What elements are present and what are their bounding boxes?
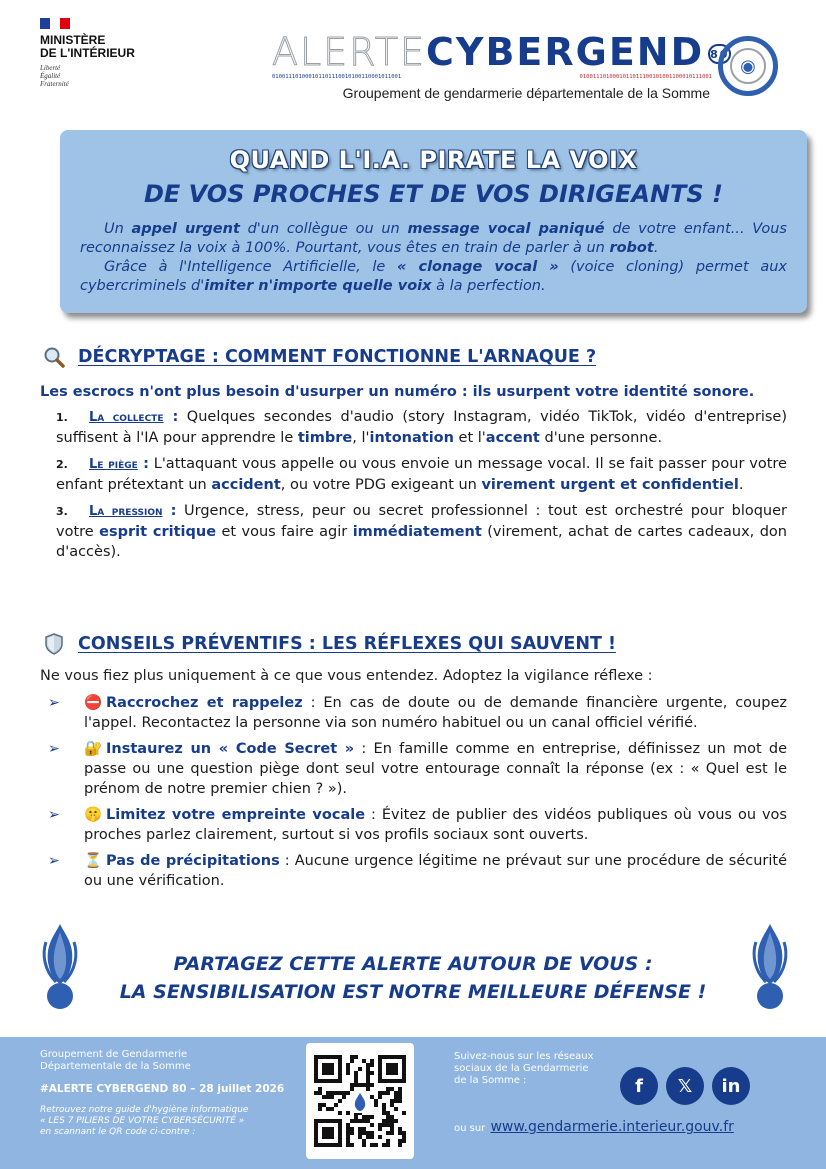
section-decryptage-lead: Les escrocs n'ont plus besoin d'usurper un numéro : ils usurpent votre identité sonore.	[40, 384, 755, 400]
footer-guide: Retrouvez notre guide d'hygiène informatique « LES 7 PILIERS DE VOTRE CYBERSÉCURITÉ » en scannant le QR code ci-contre :	[40, 1105, 249, 1137]
alert-banner	[60, 130, 807, 313]
logo-dark-word: CYBERGEND	[426, 30, 705, 74]
logo-light-word: ALERTE	[272, 30, 427, 74]
footer-site: ou sur www.gendarmerie.interieur.gouv.fr	[454, 1119, 734, 1135]
banner-subtitle: DE VOS PROCHES ET DE VOS DIRIGEANTS !	[143, 180, 724, 208]
section-conseils-title: CONSEILS PRÉVENTIFS : LES RÉFLEXES QUI SAUVENT !	[42, 632, 616, 656]
banner-paragraph: Un appel urgent d'un collègue ou un message vocal paniqué de votre enfant... Vous reconnaissez la voix à 100%. Pourtant, vous êtes en train de parler à un robot.	[80, 221, 787, 256]
banner-title: QUAND L'I.A. PIRATE LA VOIX	[229, 146, 638, 174]
no-entry-icon: ⛔	[84, 695, 103, 711]
logo-number: 80	[708, 44, 731, 64]
globe-shield-icon: ◉	[718, 36, 778, 96]
list-item: ➢ ⏳ Pas de précipitations : Aucune urgence légitime ne prévaut sur une procédure de sécurité ou une vérification.	[48, 853, 788, 889]
footer-hashtag: #ALERTE CYBERGEND 80 – 28 juillet 2026	[40, 1083, 285, 1095]
gendarmerie-website-link[interactable]: www.gendarmerie.interieur.gouv.fr	[490, 1119, 734, 1135]
list-item: ➢ ⛔ Raccrochez et rappelez : En cas de doute ou de demande financière urgente, coupez l'appel. Recontactez la personne via son numéro habituel ou un canal officiel vérifié.	[48, 695, 787, 731]
list-item: 1. La collecte : Quelques secondes d'audio (story Instagram, vidéo TikTok, vidéo d'entreprise) suffisent à l'IA pour apprendre le timbre, l'intonation et l'accent d'une personne.	[56, 409, 787, 446]
list-item: ➢ 🤫 Limitez votre empreinte vocale : Évitez de publier des vidéos publiques où vous ou vos proches parlez clairement, surtout si vos profils sociaux sont ouverts.	[48, 807, 787, 843]
list-item: 3. La pression : Urgence, stress, peur ou secret professionnel : tout est orchestré pour bloquer votre esprit critique et vous faire agir immédiatement (virement, achat de cartes cadeaux, don d'accès).	[56, 503, 787, 560]
banner-paragraph: Grâce à l'Intelligence Artificielle, le « clonage vocal » (voice cloning) permet aux cybercriminels d'imiter n'importe quelle voix à la perfection.	[80, 259, 787, 294]
republic-motto: Liberté Égalité Fraternité	[40, 64, 69, 88]
footer-info: Groupement de Gendarmerie Départementale de la Somme #ALERTE CYBERGEND 80 – 28 juillet 2026 Retrouvez notre guide d'hygiène informatique « LES 7 PILIERS DE VOTRE CYBERSÉCURITÉ » en scannant le QR code ci-contre :	[40, 1049, 290, 1138]
ministry-block	[40, 18, 160, 88]
logo-subtitle: Groupement de gendarmerie départementale de la Somme	[342, 85, 710, 101]
section-decryptage-title: DÉCRYPTAGE : COMMENT FONCTIONNE L'ARNAQUE ?	[42, 345, 596, 369]
gendarmerie-flame-icon	[40, 922, 80, 1010]
tips-list	[48, 693, 787, 897]
shushing-face-icon: 🤫	[84, 807, 103, 823]
footer-follow: Suivez-nous sur les réseaux sociaux de la Gendarmerie de la Somme :	[454, 1051, 594, 1086]
hourglass-icon: ⏳	[84, 853, 103, 869]
social-links	[620, 1067, 750, 1105]
arrow-bullet-icon: ➢	[48, 741, 60, 757]
share-message: PARTAGEZ CETTE ALERTE AUTOUR DE VOUS : LA SENSIBILISATION EST NOTRE MEILLEURE DÉFENSE !	[119, 953, 707, 1003]
banner-text	[80, 220, 787, 296]
facebook-icon[interactable]: f	[620, 1067, 658, 1105]
footer	[0, 1037, 826, 1169]
french-flag-icon	[40, 18, 70, 29]
shield-icon	[42, 632, 66, 656]
magnifier-icon	[42, 345, 66, 369]
scam-steps-list	[56, 407, 787, 568]
list-item: ➢ 🔐 Instaurez un « Code Secret » : En famille comme en entreprise, définissez un mot de passe ou une question piège dont seul votre entourage connaît la réponse (ex : « Quel est le prénom de notre premier chien ? »).	[48, 741, 787, 797]
gendarmerie-flame-icon	[750, 922, 790, 1010]
list-item: 2. Le piège : L'attaquant vous appelle ou vous envoie un message vocal. Il se fait passer pour votre enfant prétextant un accident, ou votre PDG exigeant un virement urgent et confidentiel.	[56, 456, 787, 493]
section-conseils-lead: Ne vous fiez plus uniquement à ce que vous entendez. Adoptez la vigilance réflexe :	[40, 668, 653, 684]
arrow-bullet-icon: ➢	[48, 853, 60, 869]
ministry-name: MINISTÈRE DE L'INTÉRIEUR	[40, 33, 135, 60]
arrow-bullet-icon: ➢	[48, 807, 60, 823]
qr-code[interactable]	[306, 1043, 414, 1159]
logo-binary: 010011101000101101110010100110001011001 0100111010001011011100101001100010111001	[272, 74, 712, 80]
lock-key-icon: 🔐	[84, 741, 103, 757]
linkedin-icon[interactable]: in	[712, 1067, 750, 1105]
alerte-cybergend-logo	[272, 30, 730, 101]
x-twitter-icon[interactable]: 𝕏	[666, 1067, 704, 1105]
arrow-bullet-icon: ➢	[48, 695, 60, 711]
